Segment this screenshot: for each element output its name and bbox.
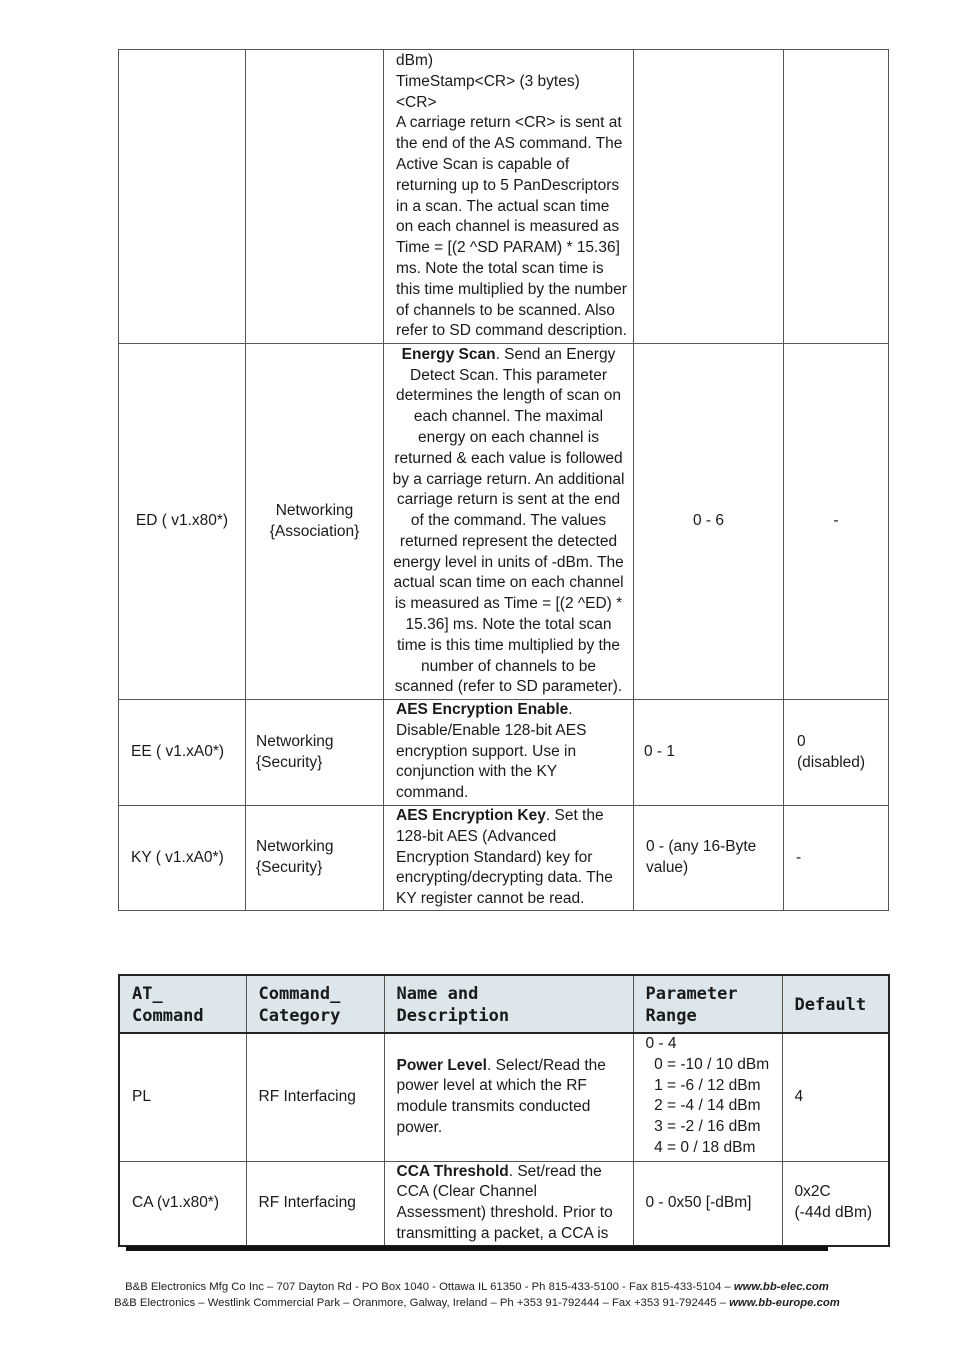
header-line: Range: [645, 1006, 697, 1026]
header-line: Name and: [396, 984, 479, 1004]
description-text: . Send an Energy Detect Scan. This parameter determines the length of scan on each channel. The maximal energy on each channel is returned & each value is followed by a carriage return. An additional carriage return is sent at the end of the command. The values returned represent the detected energy level in units of -dBm. The actual scan time on each channel is measured as Time = [(2 ^ED) * 15.36] ms. Note the total scan time is this time multiplied by the number of channels to be scanned (refer to SD parameter).: [392, 345, 625, 696]
description-cell: [384, 806, 634, 911]
command-cell: [119, 50, 246, 344]
header-default: Default: [782, 975, 889, 1033]
description-text: . Select/Read the power level at which the RF module transmits conducted power.: [396, 1056, 606, 1137]
footer-address: B&B Electronics – Westlink Commercial Park – Oranmore, Galway, Ireland – Ph +353 91-792444 – Fax +353 91-792445 –: [114, 1297, 730, 1309]
description-title: AES Encryption Key: [396, 807, 546, 824]
command-cell: ED ( v1.x80*): [119, 344, 246, 700]
category-line: {Security}: [256, 753, 323, 771]
footer-address: B&B Electronics Mfg Co Inc – 707 Dayton Rd - PO Box 1040 - Ottawa IL 61350 - Ph 815-433-5100 - Fax 815-433-5104 –: [125, 1281, 734, 1293]
range-cell: [634, 50, 784, 344]
category-cell: [246, 700, 384, 806]
description-cell: [384, 344, 634, 700]
range-cell: 0 - 0x50 [-dBm]: [633, 1161, 782, 1246]
default-cell: 4: [782, 1033, 889, 1161]
table-header-row: [119, 975, 889, 1033]
header-line: AT_: [132, 984, 163, 1004]
range-cell: 0 - 4 0 = -10 / 10 dBm 1 = -6 / 12 dBm 2 = -4 / 14 dBm 3 = -2 / 16 dBm 4 = 0 / 18 dBm: [633, 1033, 782, 1161]
table-row: [119, 1033, 889, 1161]
footer-link[interactable]: www.bb-europe.com: [729, 1297, 840, 1309]
default-cell: [784, 700, 889, 806]
description-cell: dBm) TimeStamp<CR> (3 bytes) <CR> A carriage return <CR> is sent at the end of the AS command. The Active Scan is capable of returning up to 5 PanDescriptors in a scan. The actual scan time on each channel is measured as Time = [(2 ^SD PARAM) * 15.36] ms. Note the total scan time is this time multiplied by the number of channels to be scanned. Also refer to SD command description.: [384, 50, 634, 344]
header-at-command: [119, 975, 246, 1033]
range-line: value): [646, 859, 689, 876]
table-row: [119, 344, 889, 700]
footer-link[interactable]: www.bb-elec.com: [733, 1281, 829, 1293]
default-line: 0: [797, 732, 806, 750]
default-cell: -: [784, 806, 889, 911]
description-text: . Set/read the CCA (Clear Channel Assessment) threshold. Prior to transmitting a packet, a CCA is: [396, 1162, 613, 1242]
category-line: Networking: [256, 732, 334, 750]
default-line: (disabled): [797, 753, 866, 771]
description-title: CCA Threshold: [396, 1162, 509, 1180]
command-cell: CA (v1.x80*): [119, 1161, 246, 1246]
category-line: {Security}: [256, 859, 323, 876]
footer-line-europe: [0, 1297, 954, 1309]
table-row: [119, 806, 889, 911]
description-title: Power Level: [396, 1056, 487, 1074]
header-name-description: [384, 975, 633, 1033]
command-cell: KY ( v1.xA0*): [119, 806, 246, 911]
category-cell: [246, 50, 384, 344]
range-cell: [634, 806, 784, 911]
category-line: Networking: [275, 501, 354, 519]
header-command-category: [246, 975, 384, 1033]
header-line: Parameter: [645, 984, 738, 1004]
header-line: Category: [258, 1006, 341, 1026]
description-text: . Disable/Enable 128-bit AES encryption support. Use in conjunction with the KY command.: [396, 701, 587, 802]
category-cell: [246, 344, 384, 700]
category-line: {Association}: [269, 522, 360, 540]
header-parameter-range: [633, 975, 782, 1033]
category-cell: [246, 806, 384, 911]
default-line: 0x2C: [794, 1183, 831, 1201]
default-cell: -: [784, 344, 889, 700]
default-line: (-44d dBm): [794, 1204, 873, 1222]
range-cell: 0 - 6: [634, 344, 784, 700]
description-cell: [384, 1161, 633, 1246]
default-cell: [782, 1161, 889, 1246]
header-line: Description: [396, 1006, 510, 1026]
description-title: Energy Scan: [401, 345, 496, 363]
category-cell: RF Interfacing: [246, 1161, 384, 1246]
table-row: [119, 700, 889, 806]
footer-line-us: [0, 1281, 954, 1293]
footer-rule: [126, 1246, 828, 1251]
command-cell: PL: [119, 1033, 246, 1161]
description-text: . Set the 128-bit AES (Advanced Encryption Standard) key for encrypting/decrypting data. The KY register cannot be read.: [396, 807, 613, 908]
description-cell: [384, 700, 634, 806]
command-table-continued: [118, 49, 889, 911]
range-cell: 0 - 1: [634, 700, 784, 806]
description-title: AES Encryption Enable: [396, 701, 569, 718]
command-cell: EE ( v1.xA0*): [119, 700, 246, 806]
table-row: [119, 50, 889, 344]
command-table: [118, 974, 890, 1247]
category-cell: RF Interfacing: [246, 1033, 384, 1161]
header-line: Command_: [258, 984, 341, 1004]
table-row: [119, 1161, 889, 1246]
description-cell: [384, 1033, 633, 1161]
header-line: Command: [132, 1006, 204, 1026]
range-line: 0 - (any 16-Byte: [646, 838, 757, 856]
default-cell: [784, 50, 889, 344]
category-line: Networking: [256, 838, 334, 856]
